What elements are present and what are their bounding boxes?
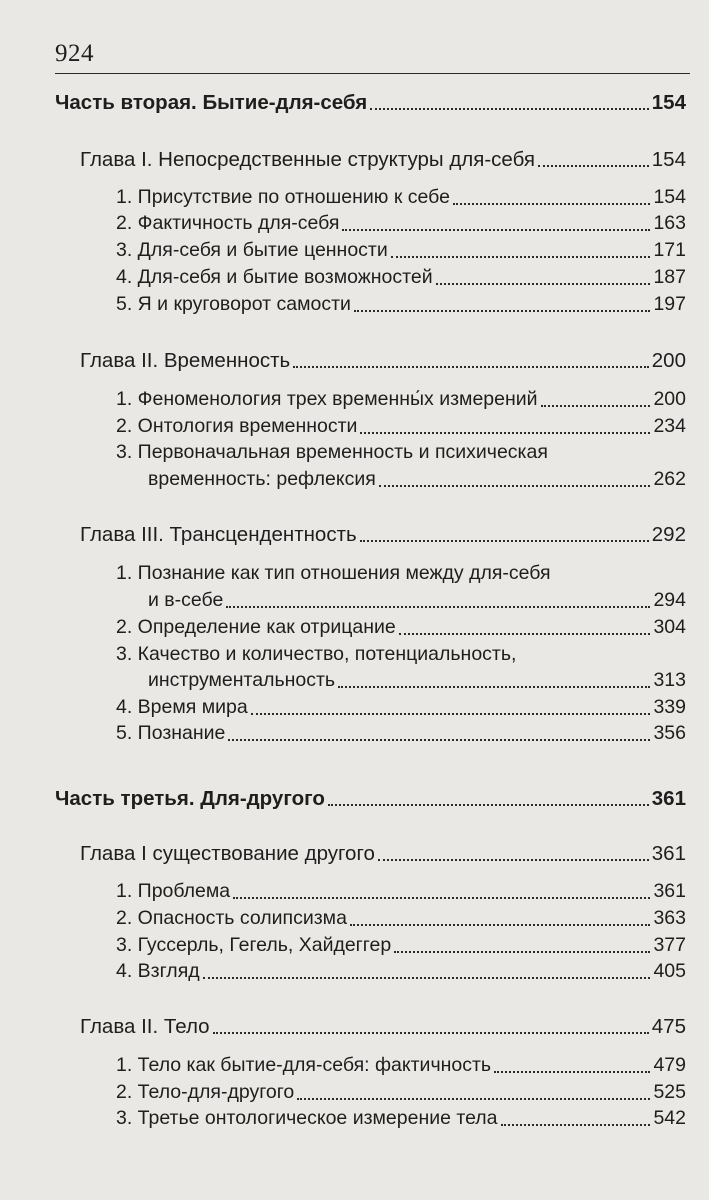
toc-section xyxy=(116,695,686,720)
entry-title: 1. Присутствие по отношению к себе xyxy=(116,186,450,208)
entry-page: 361 xyxy=(653,880,686,902)
dot-leader xyxy=(228,739,650,741)
entry-title: инструментальность xyxy=(148,669,336,691)
dot-leader xyxy=(391,256,651,258)
entry-title: Глава II. Тело xyxy=(80,1015,210,1038)
entry-page: 405 xyxy=(653,960,686,982)
entry-title: 3. Для-себя и бытие ценности xyxy=(116,239,388,261)
toc-section xyxy=(116,906,686,931)
toc-section xyxy=(116,238,686,263)
entry-title: 5. Познание xyxy=(116,722,226,744)
dot-leader xyxy=(233,897,650,899)
dot-leader xyxy=(378,859,649,861)
toc-section xyxy=(116,1106,686,1131)
toc-chapter xyxy=(80,147,686,172)
toc-section xyxy=(116,292,686,317)
toc-section xyxy=(148,588,686,613)
dot-leader xyxy=(360,432,650,434)
dot-leader xyxy=(370,108,649,110)
entry-title: 2. Фактичность для-себя xyxy=(116,212,340,234)
toc-chapter xyxy=(80,1014,686,1039)
entry-page: 200 xyxy=(653,388,686,410)
dot-leader xyxy=(342,229,650,231)
entry-page: 361 xyxy=(651,842,686,865)
entry-page: 313 xyxy=(653,669,686,691)
dot-leader xyxy=(297,1098,650,1100)
dot-leader xyxy=(203,977,651,979)
entry-title: 2. Онтология временности xyxy=(116,415,358,437)
entry-title: 2. Опасность солипсизма xyxy=(116,907,347,929)
dot-leader xyxy=(541,405,651,407)
entry-page: 154 xyxy=(653,186,686,208)
toc-section xyxy=(116,185,686,210)
toc-section xyxy=(116,933,686,958)
entry-page: 475 xyxy=(651,1015,686,1038)
toc-section xyxy=(116,265,686,290)
entry-title: и в-себе xyxy=(148,589,224,611)
entry-title: 4. Для-себя и бытие возможностей xyxy=(116,266,433,288)
toc-chapter xyxy=(80,841,686,866)
toc-section xyxy=(148,467,686,492)
entry-page: 363 xyxy=(653,907,686,929)
toc-section-title-line1: 3. Качество и количество, потенциальность, xyxy=(116,643,517,665)
entry-page: 197 xyxy=(653,293,686,315)
entry-page: 292 xyxy=(651,523,686,546)
entry-page: 525 xyxy=(653,1081,686,1103)
toc-section-title-line1: 1. Познание как тип отношения между для-себя xyxy=(116,562,551,584)
toc-section-title-line1: 3. Первоначальная временность и психическая xyxy=(116,441,548,463)
entry-title: 4. Время мира xyxy=(116,696,248,718)
entry-page: 542 xyxy=(653,1107,686,1129)
toc-section xyxy=(116,1080,686,1105)
dot-leader xyxy=(213,1032,649,1034)
dot-leader xyxy=(538,165,649,167)
toc-chapter xyxy=(80,348,686,373)
dot-leader xyxy=(226,606,650,608)
entry-page: 234 xyxy=(653,415,686,437)
entry-page: 262 xyxy=(653,468,686,490)
toc-section xyxy=(148,668,686,693)
dot-leader xyxy=(293,366,649,368)
dot-leader xyxy=(350,924,651,926)
entry-page: 187 xyxy=(653,266,686,288)
entry-title: 1. Тело как бытие-для-себя: фактичность xyxy=(116,1054,492,1076)
entry-page: 200 xyxy=(651,349,686,372)
entry-page: 361 xyxy=(651,787,686,810)
dot-leader xyxy=(338,686,650,688)
dot-leader xyxy=(501,1124,651,1126)
entry-title: Часть вторая. Бытие-для-себя xyxy=(55,91,368,114)
entry-page: 339 xyxy=(653,696,686,718)
entry-title: Глава II. Временность xyxy=(80,349,291,372)
toc-section xyxy=(116,615,686,640)
dot-leader xyxy=(354,310,651,312)
toc-section xyxy=(116,414,686,439)
dot-leader xyxy=(394,951,650,953)
entry-title: 1. Проблема xyxy=(116,880,231,902)
entry-title: Часть третья. Для-другого xyxy=(55,787,325,810)
toc-section xyxy=(116,1053,686,1078)
entry-page: 377 xyxy=(653,934,686,956)
dot-leader xyxy=(399,633,651,635)
page-number: 924 xyxy=(55,40,94,67)
entry-title: временность: рефлексия xyxy=(148,468,376,490)
dot-leader xyxy=(453,203,651,205)
entry-title: Глава I. Непосредственные структуры для-себя xyxy=(80,148,535,171)
entry-page: 294 xyxy=(653,589,686,611)
toc-section xyxy=(116,721,686,746)
entry-title: 5. Я и круговорот самости xyxy=(116,293,351,315)
entry-title: Глава III. Трансцендентность xyxy=(80,523,357,546)
dot-leader xyxy=(379,485,651,487)
entry-page: 479 xyxy=(653,1054,686,1076)
toc-part-heading xyxy=(55,90,686,115)
dot-leader xyxy=(494,1071,650,1073)
dot-leader xyxy=(360,540,649,542)
entry-page: 163 xyxy=(653,212,686,234)
toc-section xyxy=(116,387,686,412)
entry-title: Глава I существование другого xyxy=(80,842,375,865)
entry-title: 2. Тело-для-другого xyxy=(116,1081,295,1103)
entry-title: 2. Определение как отрицание xyxy=(116,616,396,638)
entry-title: 1. Феноменология трех временны́х измерений xyxy=(116,388,538,410)
entry-title: 3. Гуссерль, Гегель, Хайдеггер xyxy=(116,934,392,956)
entry-page: 171 xyxy=(653,239,686,261)
entry-page: 154 xyxy=(651,91,686,114)
toc-section xyxy=(116,211,686,236)
toc-section xyxy=(116,879,686,904)
dot-leader xyxy=(251,713,651,715)
entry-title: 3. Третье онтологическое измерение тела xyxy=(116,1107,498,1129)
entry-page: 154 xyxy=(651,148,686,171)
entry-page: 304 xyxy=(653,616,686,638)
entry-page: 356 xyxy=(653,722,686,744)
dot-leader xyxy=(328,804,649,806)
toc-section xyxy=(116,959,686,984)
toc-part-heading xyxy=(55,786,686,811)
dot-leader xyxy=(436,283,651,285)
entry-title: 4. Взгляд xyxy=(116,960,200,982)
toc-chapter xyxy=(80,522,686,547)
